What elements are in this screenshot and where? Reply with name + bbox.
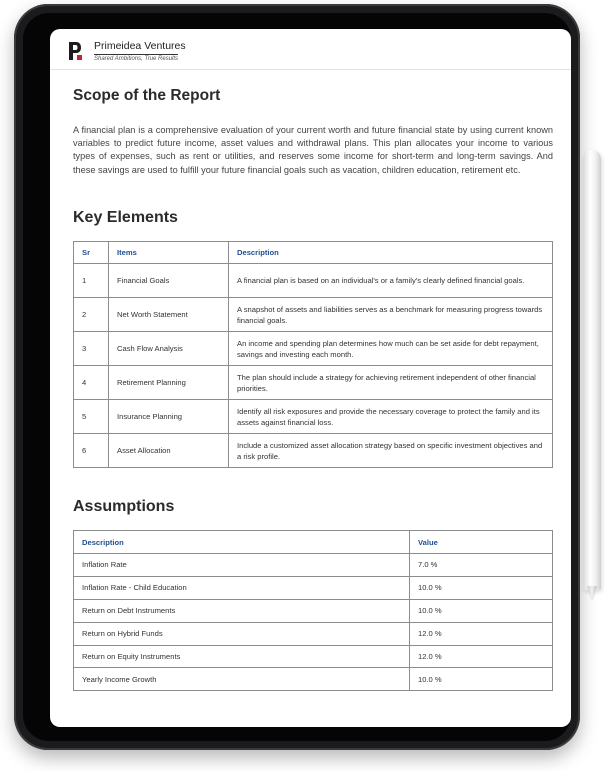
row-item: Asset Allocation <box>109 434 229 468</box>
table-header-row <box>74 242 553 264</box>
row-description: Include a customized asset allocation strategy based on specific investment objectives and a risk profile. <box>229 434 553 468</box>
assumptions-table <box>73 530 553 691</box>
column-header-description: Description <box>74 531 410 554</box>
row-description: A snapshot of assets and liabilities serves as a benchmark for measuring progress towards financial goals. <box>229 298 553 332</box>
table-header-row <box>74 531 553 554</box>
row-item: Net Worth Statement <box>109 298 229 332</box>
column-header-description: Description <box>229 242 553 264</box>
row-sr: 5 <box>74 400 109 434</box>
column-header-items: Items <box>109 242 229 264</box>
table-row <box>74 366 553 400</box>
assumption-value: 12.0 % <box>410 622 553 645</box>
column-header-value: Value <box>410 531 553 554</box>
table-row <box>74 298 553 332</box>
row-sr: 6 <box>74 434 109 468</box>
scope-paragraph: A financial plan is a comprehensive evaluation of your current worth and future financial state by using current known variables to predict future income, asset values and withdrawal plans. This plan allocates your income to various types of expenses, such as rent or utilities, and reserves some income for short-term and long-term savings. And these savings are used to fulfill your future financial goals such as vacation, children education, retirement etc. <box>73 125 553 175</box>
assumptions-title: Assumptions <box>73 498 175 515</box>
tablet-screen <box>50 29 571 727</box>
assumption-value: 10.0 % <box>410 668 553 691</box>
key-elements-table <box>73 241 553 468</box>
assumption-value: 10.0 % <box>410 576 553 599</box>
row-sr: 2 <box>74 298 109 332</box>
stylus-pencil <box>583 150 601 590</box>
table-row <box>74 554 553 577</box>
assumption-description: Return on Hybrid Funds <box>74 622 410 645</box>
key-elements-title: Key Elements <box>73 209 178 226</box>
table-row <box>74 645 553 668</box>
assumption-value: 10.0 % <box>410 599 553 622</box>
assumption-description: Return on Equity Instruments <box>74 645 410 668</box>
row-description: The plan should include a strategy for achieving retirement independent of other financial priorities. <box>229 366 553 400</box>
scope-title: Scope of the Report <box>73 87 221 104</box>
row-sr: 1 <box>74 264 109 298</box>
table-row <box>74 599 553 622</box>
table-row <box>74 264 553 298</box>
row-description: Identify all risk exposures and provide the necessary coverage to protect the family and its assets against financial loss. <box>229 400 553 434</box>
row-item: Financial Goals <box>109 264 229 298</box>
stylus-tip <box>587 586 597 600</box>
table-row <box>74 400 553 434</box>
row-description: An income and spending plan determines how much can be set aside for debt repayment, savings and investing each month. <box>229 332 553 366</box>
assumption-description: Inflation Rate <box>74 554 410 577</box>
table-row <box>74 576 553 599</box>
row-sr: 4 <box>74 366 109 400</box>
brand-name: Primeidea Ventures <box>94 40 186 52</box>
row-sr: 3 <box>74 332 109 366</box>
row-item: Retirement Planning <box>109 366 229 400</box>
row-description: A financial plan is based on an individual's or a family's clearly defined financial goals. <box>229 264 553 298</box>
assumption-description: Inflation Rate - Child Education <box>74 576 410 599</box>
brand-logo-icon <box>68 41 82 61</box>
row-item: Insurance Planning <box>109 400 229 434</box>
row-item: Cash Flow Analysis <box>109 332 229 366</box>
column-header-sr: Sr <box>74 242 109 264</box>
assumption-value: 7.0 % <box>410 554 553 577</box>
table-row <box>74 434 553 468</box>
report-header <box>50 29 571 70</box>
table-row <box>74 622 553 645</box>
table-row <box>74 668 553 691</box>
assumption-value: 12.0 % <box>410 645 553 668</box>
table-row <box>74 332 553 366</box>
brand-tagline: Shared Ambitions, True Results <box>94 56 179 62</box>
assumption-description: Yearly Income Growth <box>74 668 410 691</box>
assumption-description: Return on Debt Instruments <box>74 599 410 622</box>
